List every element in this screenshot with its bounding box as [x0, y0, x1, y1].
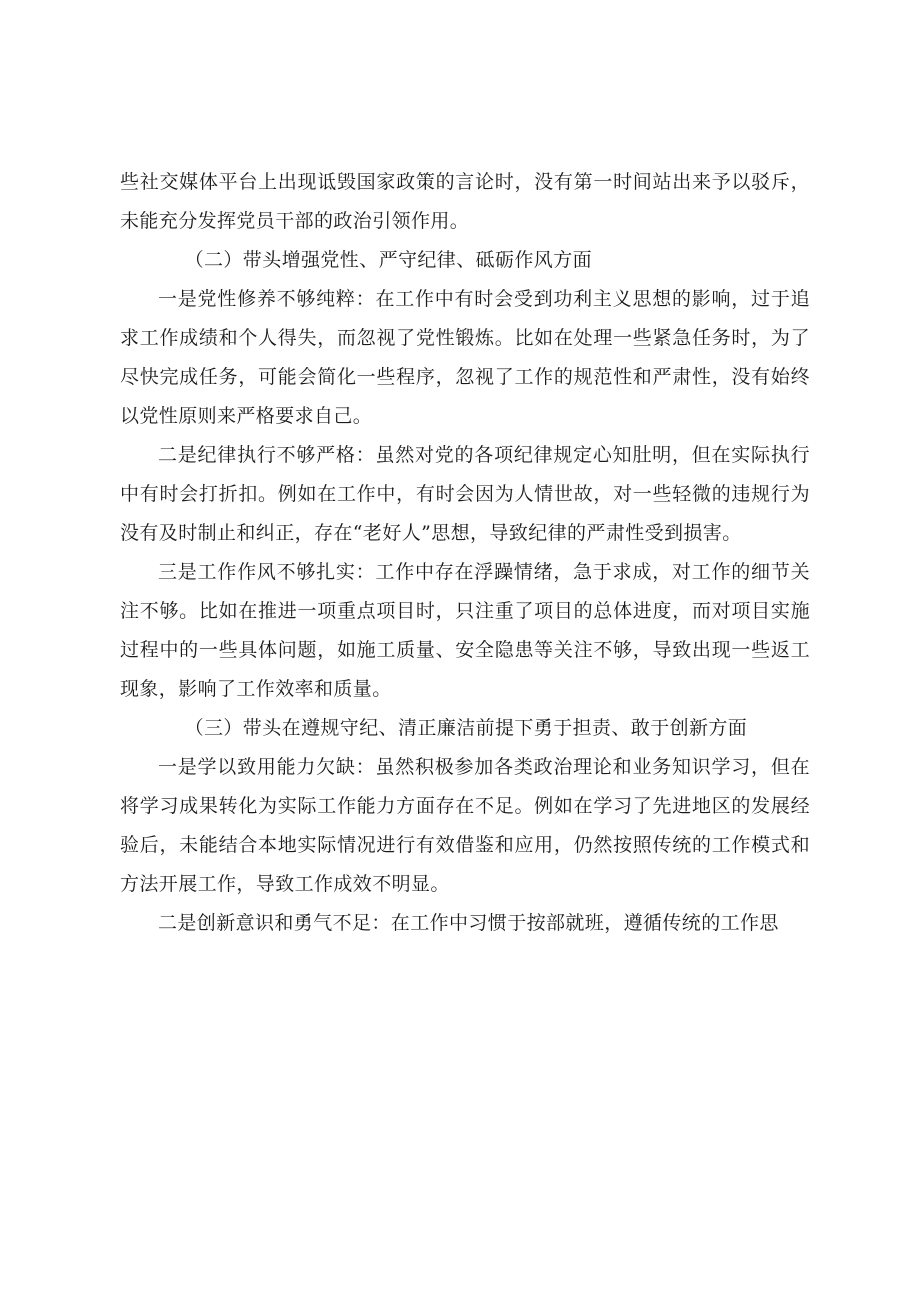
paragraph-application: 一是学以致用能力欠缺：虽然积极参加各类政治理论和业务知识学习，但在将学习成果转化为实际工作能力方面存在不足。例如在学习了先进地区的发展经验后，未能结合本地实际情况进行有效借鉴和应用，仍然按照传统的工作模式和方法开展工作，导致工作成效不明显。 — [120, 756, 810, 895]
document-body — [120, 163, 810, 943]
paragraph-work-style: 三是工作作风不够扎实：工作中存在浮躁情绪，急于求成，对工作的细节关注不够。比如在推进一项重点项目时，只注重了项目的总体进度，而对项目实施过程中的一些具体问题，如施工质量、安全隐患等关注不够，导致出现一些返工现象，影响了工作效率和质量。 — [120, 561, 810, 700]
section-heading-3: （三）带头在遵规守纪、清正廉洁前提下勇于担责、敢于创新方面 — [184, 717, 748, 739]
paragraph-innovation: 二是创新意识和勇气不足：在工作中习惯于按部就班，遵循传统的工作思 — [158, 912, 779, 934]
paragraph-discipline: 二是纪律执行不够严格：虽然对党的各项纪律规定心知肚明，但在实际执行中有时会打折扣。例如在工作中，有时会因为人情世故，对一些轻微的违规行为没有及时制止和纠正，存在“老好人”思想，导致纪律的严肃性受到损害。 — [120, 444, 810, 544]
section-heading-2: （二）带头增强党性、严守纪律、砥砺作风方面 — [184, 249, 592, 271]
paragraph-party-spirit: 一是党性修养不够纯粹：在工作中有时会受到功利主义思想的影响，过于追求工作成绩和个人得失，而忽视了党性锻炼。比如在处理一些紧急任务时，为了尽快完成任务，可能会简化一些程序，忽视了工作的规范性和严肃性，没有始终以党性原则来严格要求自己。 — [120, 288, 810, 427]
paragraph-continuation: 些社交媒体平台上出现诋毁国家政策的言论时，没有第一时间站出来予以驳斥，未能充分发挥党员干部的政治引领作用。 — [120, 171, 810, 232]
